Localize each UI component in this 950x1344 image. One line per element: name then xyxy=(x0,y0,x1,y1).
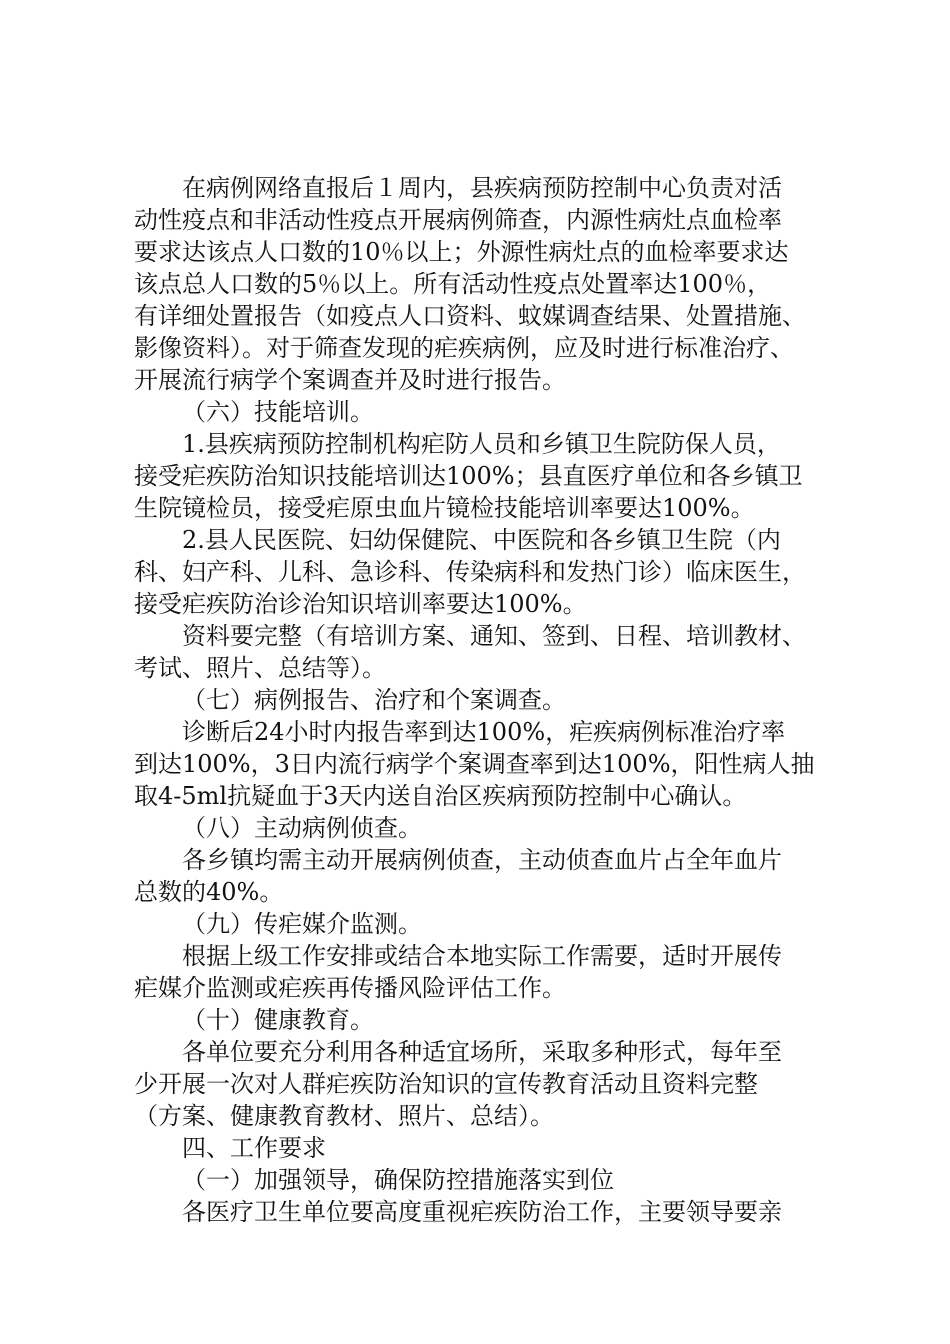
paragraph-line: 1.县疾病预防控制机构疟防人员和乡镇卫生院防保人员， xyxy=(182,430,781,458)
paragraph-line: 根据上级工作安排或结合本地实际工作需要，适时开展传 xyxy=(182,942,782,970)
paragraph-line: 该点总人口数的5％以上。所有活动性疫点处置率达100％， xyxy=(134,270,772,298)
paragraph-line: 科、妇产科、儿科、急诊科、传染病科和发热门诊）临床医生， xyxy=(134,558,806,586)
paragraph-line: 动性疫点和非活动性疫点开展病例筛查，内源性病灶点血检率 xyxy=(134,206,782,234)
section-heading: （七）病例报告、治疗和个案调查。 xyxy=(182,686,566,714)
section-heading: （九）传疟媒介监测。 xyxy=(182,910,422,938)
paragraph-line: 接受疟疾防治诊治知识培训率要达100%。 xyxy=(134,590,587,618)
document-body xyxy=(134,172,834,1228)
paragraph-line: 疟媒介监测或疟疾再传播风险评估工作。 xyxy=(134,974,566,1002)
section-heading: （六）技能培训。 xyxy=(182,398,374,426)
paragraph-line: 接受疟疾防治知识技能培训达100%；县直医疗单位和各乡镇卫 xyxy=(134,462,803,490)
paragraph-line: 考试、照片、总结等）。 xyxy=(134,654,386,682)
paragraph-line: 总数的40%。 xyxy=(134,878,284,906)
paragraph-line: 到达100%，3日内流行病学个案调查率到达100%，阳性病人抽 xyxy=(134,750,815,778)
paragraph-line: 资料要完整（有培训方案、通知、签到、日程、培训教材、 xyxy=(182,622,806,650)
paragraph-line: 有详细处置报告（如疫点人口资料、蚊媒调查结果、处置措施、 xyxy=(134,302,806,330)
section-heading: （八）主动病例侦查。 xyxy=(182,814,422,842)
paragraph-line: 在病例网络直报后１周内，县疾病预防控制中心负责对活 xyxy=(182,174,782,202)
section-heading: 四、工作要求 xyxy=(182,1134,326,1162)
paragraph-line: 生院镜检员，接受疟原虫血片镜检技能培训率要达100%。 xyxy=(134,494,755,522)
paragraph-line: 2.县人民医院、妇幼保健院、中医院和各乡镇卫生院（内 xyxy=(182,526,781,554)
section-heading: （十）健康教育。 xyxy=(182,1006,374,1034)
paragraph-line: 少开展一次对人群疟疾防治知识的宣传教育活动且资料完整 xyxy=(134,1070,758,1098)
paragraph-line: 取4-5ml抗疑血于3天内送自治区疾病预防控制中心确认。 xyxy=(134,782,747,810)
paragraph-line: （方案、健康教育教材、照片、总结）。 xyxy=(134,1102,554,1130)
section-heading: （一）加强领导，确保防控措施落实到位 xyxy=(182,1166,614,1194)
paragraph-line: 要求达该点人口数的10％以上；外源性病灶点的血检率要求达 xyxy=(134,238,789,266)
paragraph-line: 各单位要充分利用各种适宜场所，采取多种形式，每年至 xyxy=(182,1038,782,1066)
paragraph-line: 各乡镇均需主动开展病例侦查，主动侦查血片占全年血片 xyxy=(182,846,782,874)
paragraph-line: 诊断后24小时内报告率到达100%，疟疾病例标准治疗率 xyxy=(182,718,786,746)
paragraph-line: 各医疗卫生单位要高度重视疟疾防治工作，主要领导要亲 xyxy=(182,1198,782,1226)
paragraph-line: 开展流行病学个案调查并及时进行报告。 xyxy=(134,366,566,394)
paragraph-line: 影像资料）。对于筛查发现的疟疾病例，应及时进行标准治疗、 xyxy=(134,334,794,362)
